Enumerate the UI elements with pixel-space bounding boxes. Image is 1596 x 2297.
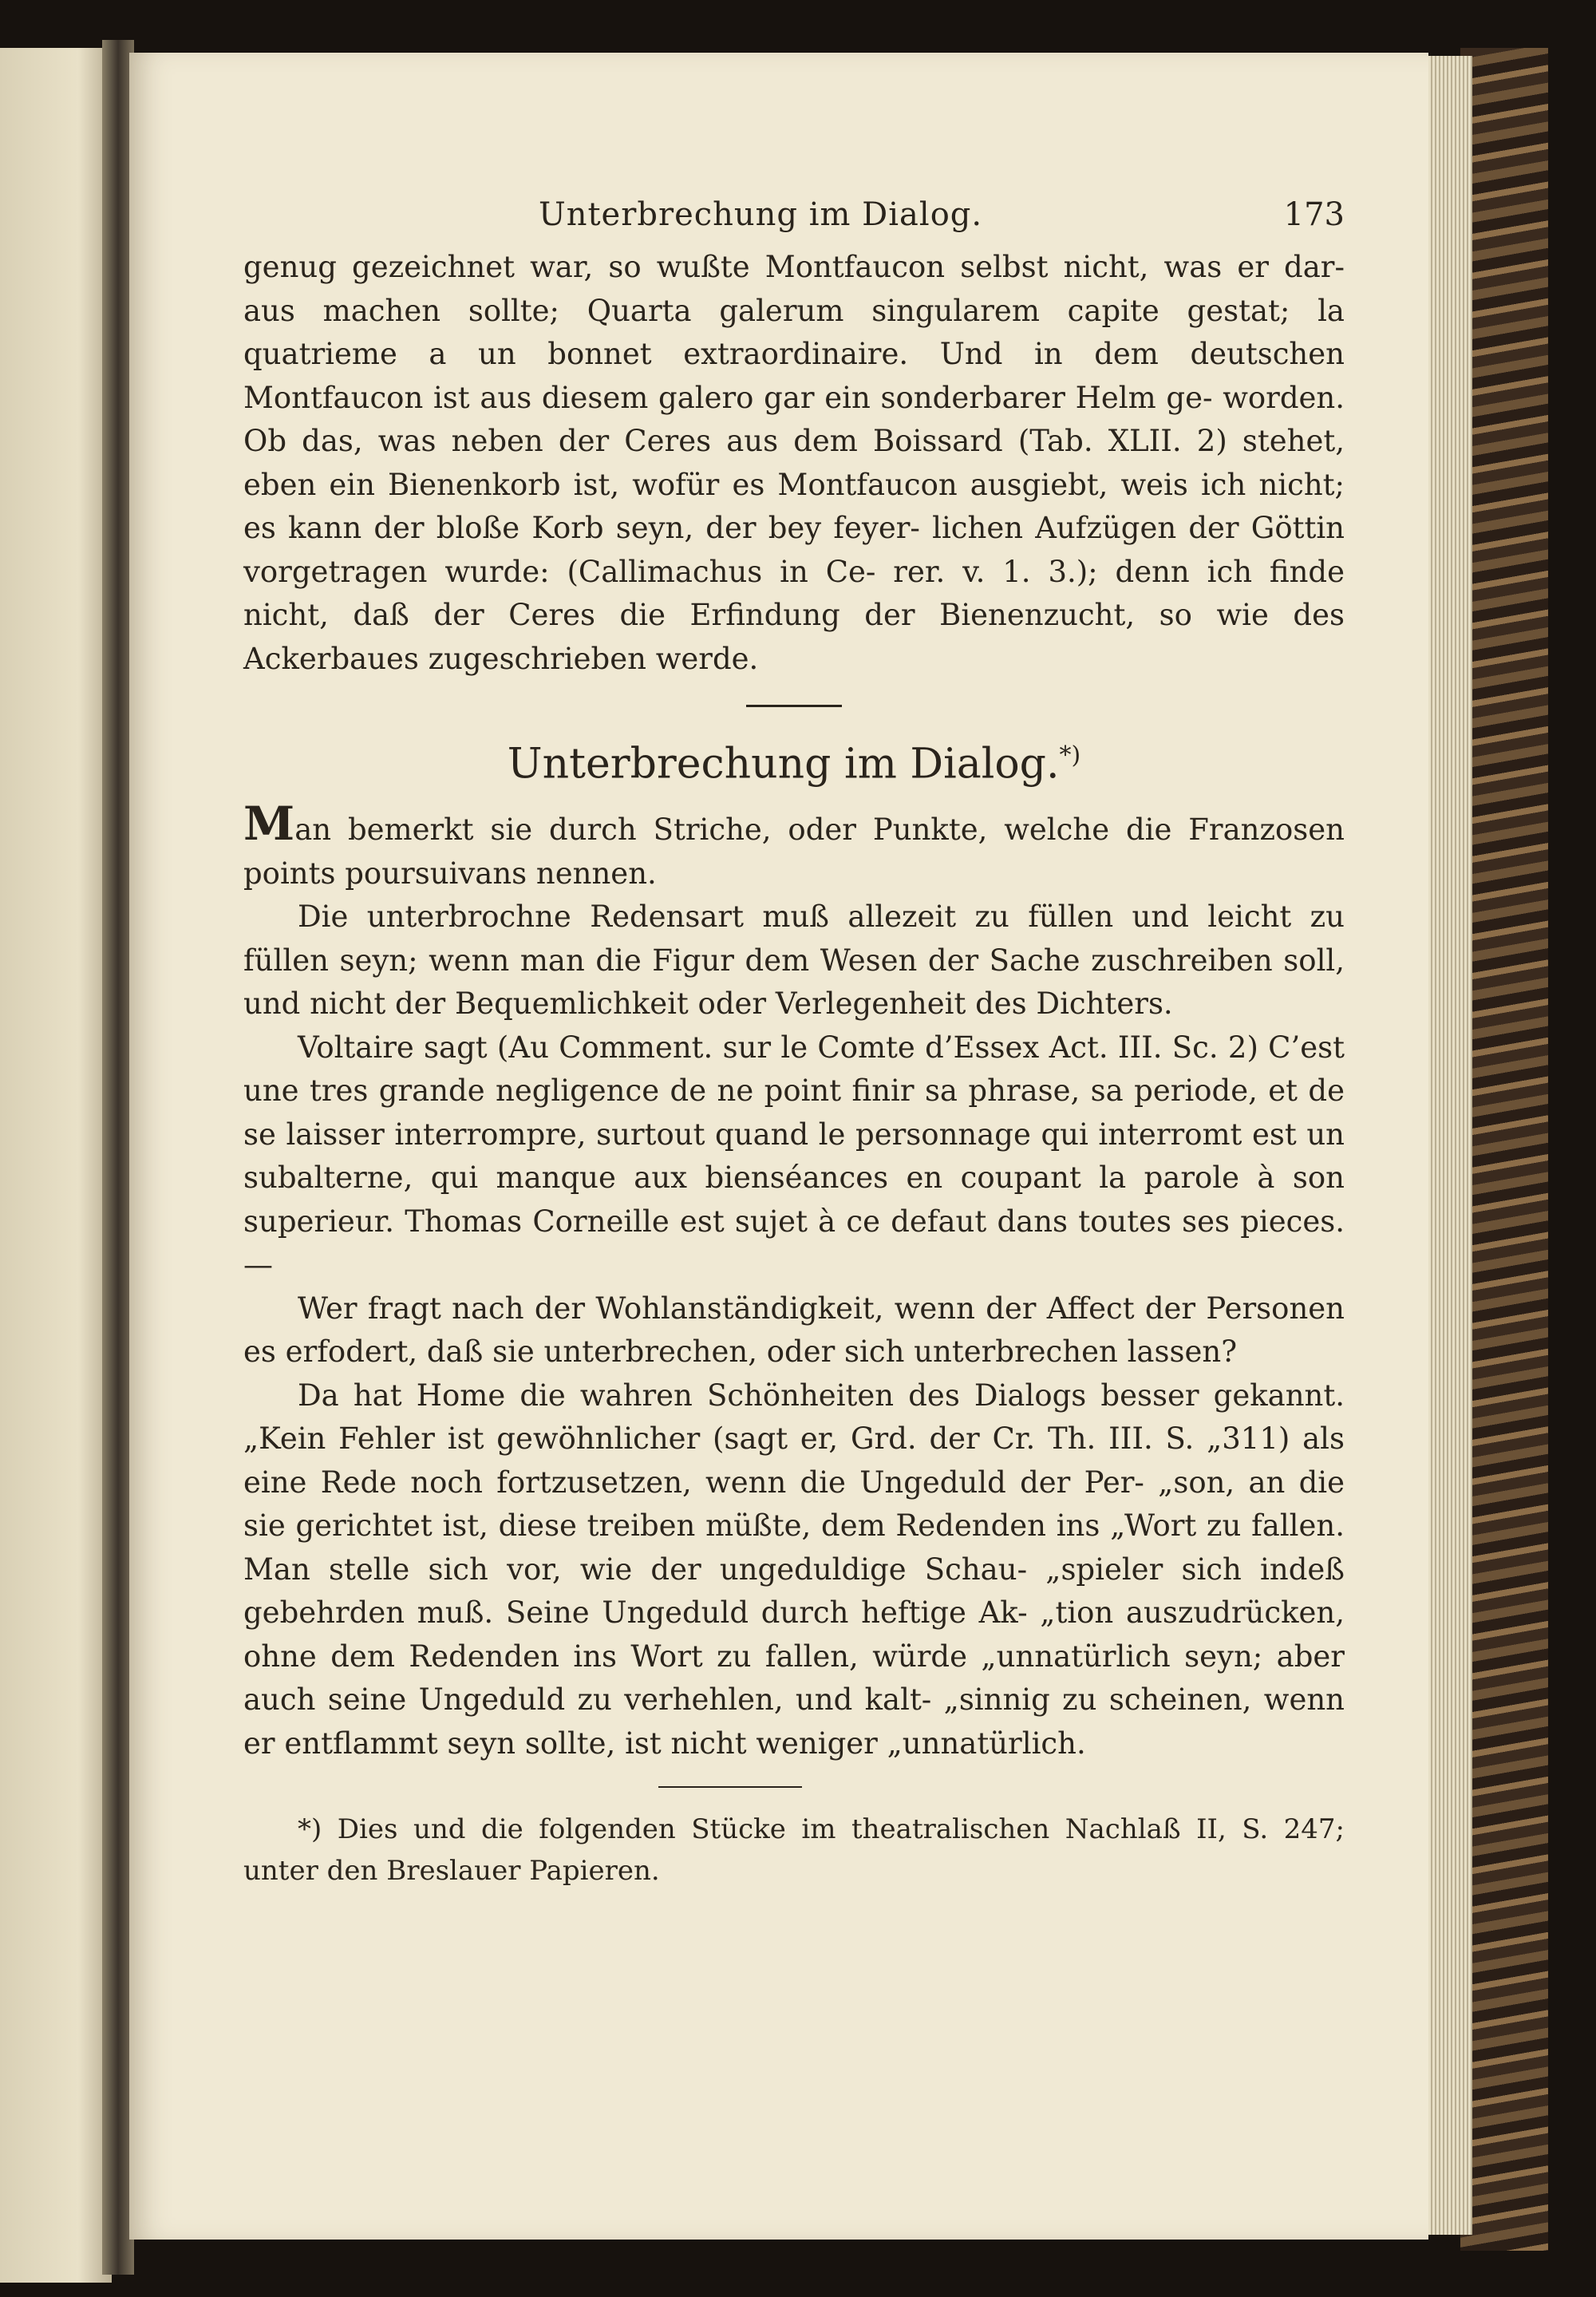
page-content [243, 196, 1345, 1892]
drop-cap: M [243, 797, 295, 852]
paragraph-2: Die unterbrochne Redensart muß allezeit zu füllen und leicht zu füllen seyn; wenn man die Figur dem Wesen der Sache zuschreiben soll, und nicht der Bequemlichkeit oder Verlegenheit des Dichters. [243, 899, 1345, 1022]
footnote-marker: *) [1059, 741, 1081, 769]
text-line: quatrieme a un bonnet extraordinaire. Und in dem deutschen [243, 337, 1345, 371]
section-title-text: Unterbrechung im Dialog. [507, 740, 1060, 789]
section-divider [746, 705, 842, 707]
left-page-edge [0, 48, 112, 2283]
text-line: genug gezeichnet war, so wußte Montfaucon selbst nicht, was er dar- [243, 250, 1345, 284]
text-line: aus machen sollte; Quarta galerum singularem capite gestat; la [243, 293, 1345, 328]
text-line: worden. Ob das, was neben der Ceres aus dem Boissard (Tab. [243, 380, 1345, 458]
footnote-mark: *) [298, 1813, 322, 1846]
paragraph-1 [243, 797, 1345, 895]
text-line: Bienenzucht, so wie des Ackerbaues zugeschrieben werde. [243, 598, 1345, 676]
text-line: rer. v. 1. 3.); denn ich finde nicht, daß der Ceres die Erfindung der [243, 554, 1345, 632]
text-line: ausgiebt, weis ich nicht; es kann der bloße Korb seyn, der bey feyer- [243, 467, 1345, 545]
footnote-text: Dies und die folgenden Stücke im theatralischen Nachlaß II, S. 247; unter den Breslauer Papieren. [243, 1813, 1345, 1888]
footnote-divider [658, 1786, 802, 1788]
paragraph-4: Wer fragt nach der Wohlanständigkeit, wenn der Affect der Personen es erfodert, daß sie unterbrechen, oder sich unterbrechen lassen? [243, 1291, 1345, 1370]
text-line: lichen Aufzügen der Göttin vorgetragen wurde: (Callimachus in Ce- [243, 511, 1345, 589]
section-title [243, 728, 1345, 792]
paragraph-1-text: an bemerkt sie durch Striche, oder Punkte, welche die Franzosen points poursuivans nennen. [243, 812, 1345, 891]
book-cover-edge [1460, 48, 1548, 2251]
book-page [129, 53, 1428, 2240]
running-title: Unterbrechung im Dialog. [539, 196, 983, 233]
text-line: XLII. 2) stehet, eben ein Bienenkorb ist, wofür es Montfaucon [243, 424, 1345, 502]
running-head [243, 196, 1345, 233]
text-line: Montfaucon ist aus diesem galero gar ein sonderbarer Helm ge- [243, 380, 1213, 415]
intro-paragraph [243, 246, 1345, 681]
footnote [243, 1809, 1345, 1892]
page-number: 173 [1283, 196, 1345, 233]
paragraph-5: Da hat Home die wahren Schönheiten des Dialogs besser gekannt. „Kein Fehler ist gewöhnlicher (sagt er, Grd. der Cr. Th. III. S. „311) als eine Rede noch fortzusetzen, wenn die Ungeduld der Per- „son, an die sie gerichtet ist, diese treiben müßte, dem Redenden ins „Wort zu fallen. Man stelle sich vor, wie der ungeduldige Schau- „spieler sich indeß gebehrden muß. Seine Ungeduld durch heftige Ak- „tion auszudrücken, ohne dem Redenden ins Wort zu fallen, würde „unnatürlich seyn; aber auch seine Ungeduld zu verhehlen, und kalt- „sinnig zu scheinen, wenn er entflammt seyn sollte, ist nicht weniger „unnatürlich. [243, 1378, 1345, 1761]
paragraph-3: Voltaire sagt (Au Comment. sur le Comte d’Essex Act. III. Sc. 2) C’est une tres grande negligence de ne point finir sa phrase, sa periode, et de se laisser interrompre, surtout quand le personnage qui interromt est un subalterne, qui manque aux bienséances en coupant la parole à son superieur. Thomas Corneille est sujet à ce defaut dans toutes ses pieces. — [243, 1030, 1345, 1283]
